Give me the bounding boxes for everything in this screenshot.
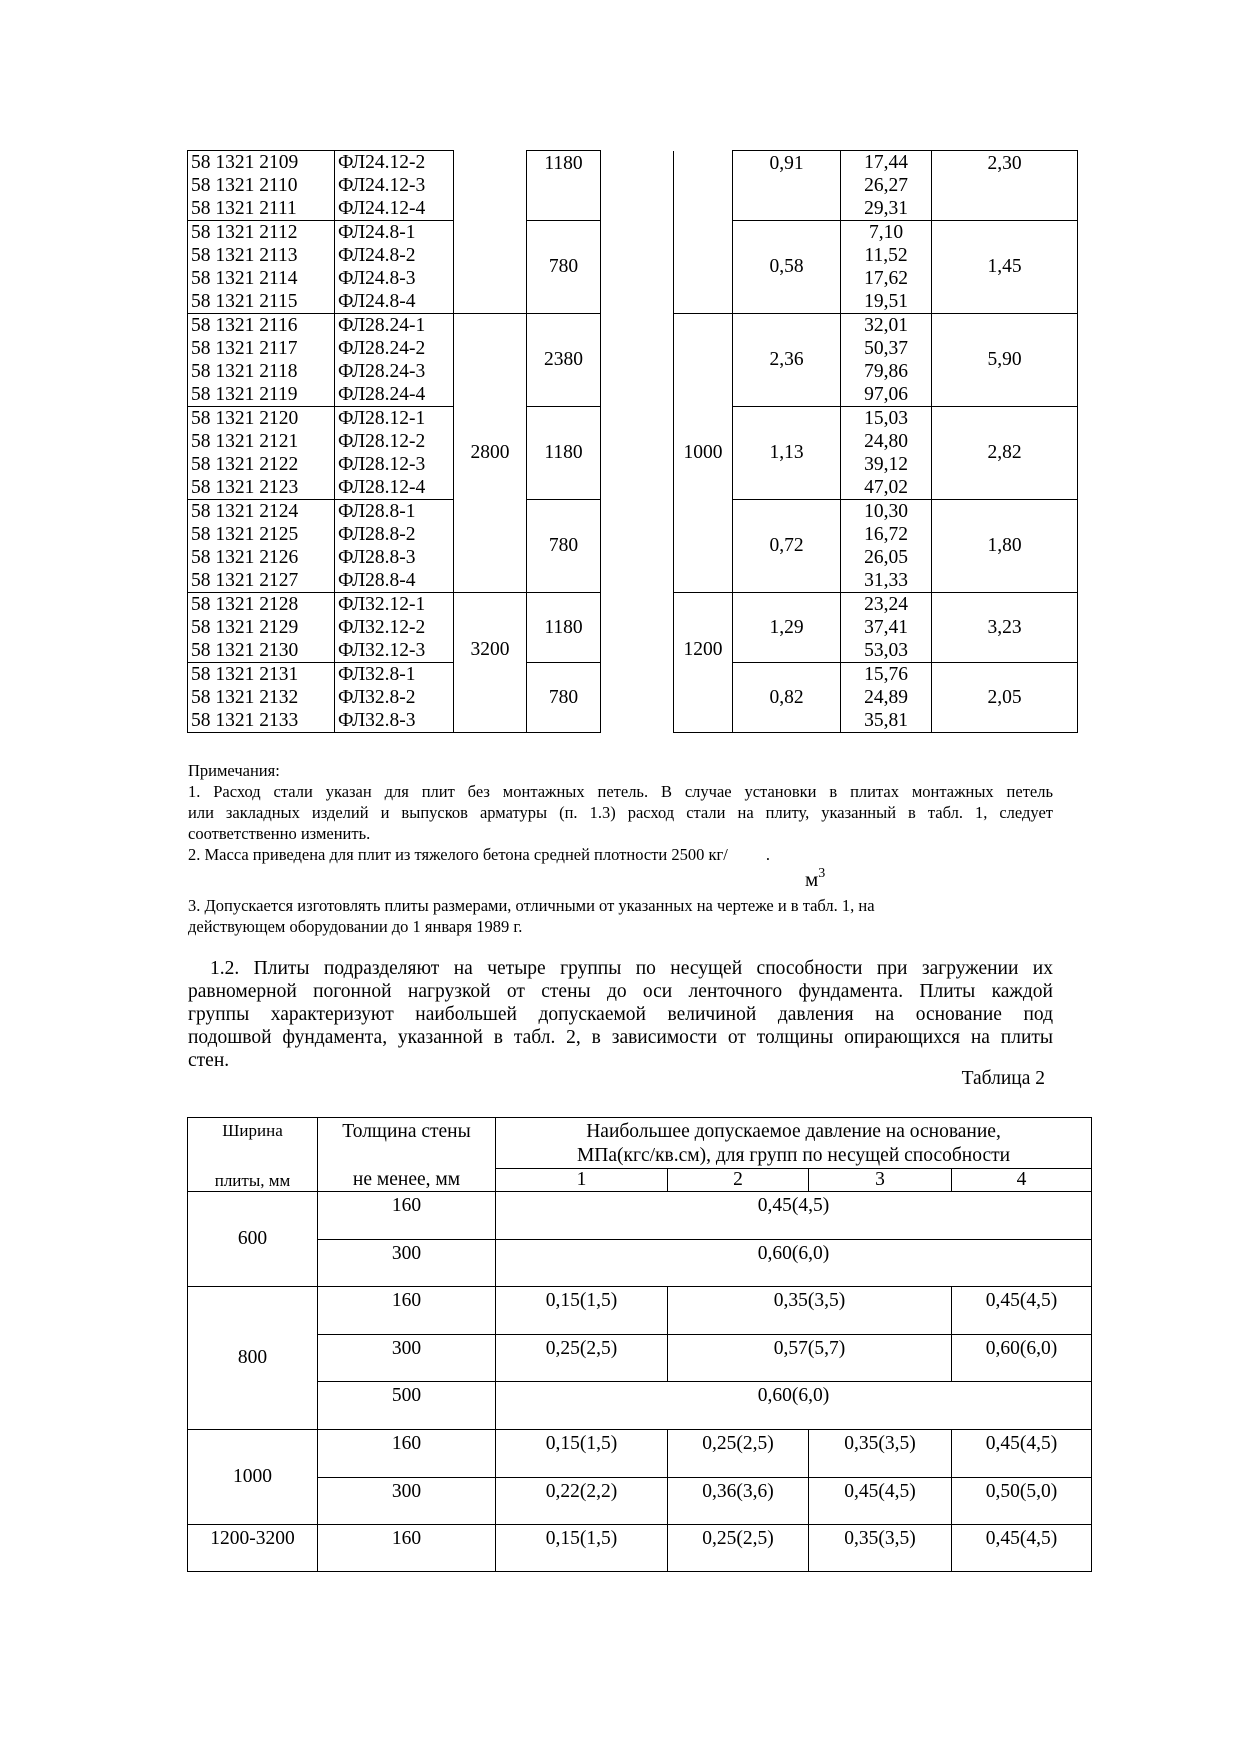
mass: 24,89 bbox=[864, 687, 908, 708]
paragraph-1-2 bbox=[188, 957, 1053, 1072]
marks-cell bbox=[335, 407, 454, 500]
table-header-row bbox=[188, 1118, 1092, 1169]
unit-exponent: 3 bbox=[818, 866, 826, 881]
mass-cell bbox=[841, 500, 932, 593]
codes-cell bbox=[188, 663, 335, 733]
code: 58 1321 2115 bbox=[191, 291, 298, 312]
width-1000: 1000 bbox=[188, 1430, 318, 1525]
table-row bbox=[188, 1478, 1092, 1525]
mass: 47,02 bbox=[864, 477, 908, 498]
steel-consumption: 1,80 bbox=[932, 500, 1078, 593]
pressure-group-2: 0,25(2,5) bbox=[668, 1525, 809, 1572]
marks-cell bbox=[335, 500, 454, 593]
concrete-volume: 0,82 bbox=[733, 663, 841, 733]
note-2-end: . bbox=[765, 845, 770, 864]
mass: 53,03 bbox=[864, 640, 908, 661]
mark: ФЛ28.12-4 bbox=[338, 477, 426, 498]
thickness-cell: 300 bbox=[318, 1240, 496, 1287]
codes-cell bbox=[188, 593, 335, 663]
code: 58 1321 2132 bbox=[191, 687, 299, 708]
mark: ФЛ28.24-3 bbox=[338, 361, 426, 382]
table-row bbox=[188, 1335, 1092, 1382]
code: 58 1321 2127 bbox=[191, 570, 299, 591]
steel-consumption: 2,05 bbox=[932, 663, 1078, 733]
width-cell: 1180 bbox=[527, 593, 601, 663]
pressure-group-1: 0,15(1,5) bbox=[496, 1525, 668, 1572]
paragraph-line: равномерной погонной нагрузкой от стены до оси ленточного фундамента. Плиты каждой bbox=[188, 981, 1053, 1002]
code: 58 1321 2119 bbox=[191, 384, 298, 405]
notes-title: Примечания: bbox=[188, 761, 280, 780]
mass-cell bbox=[841, 663, 932, 733]
mark: ФЛ28.24-2 bbox=[338, 338, 426, 359]
mass-cell bbox=[841, 221, 932, 314]
width-cell: 780 bbox=[527, 500, 601, 593]
pressure-group-4: 0,50(5,0) bbox=[952, 1478, 1092, 1525]
thickness-cell: 160 bbox=[318, 1287, 496, 1335]
codes-cell bbox=[188, 221, 335, 314]
mark: ФЛ24.12-4 bbox=[338, 198, 426, 219]
note-2-text: 2. Масса приведена для плит из тяжелого бетона средней плотности 2500 кг/ bbox=[188, 845, 728, 864]
code: 58 1321 2114 bbox=[191, 268, 298, 289]
thickness-cell: 300 bbox=[318, 1478, 496, 1525]
mark: ФЛ32.12-1 bbox=[338, 594, 426, 615]
concrete-volume: 0,91 bbox=[733, 151, 841, 221]
pressure-group-4: 0,45(4,5) bbox=[952, 1525, 1092, 1572]
mass-cell bbox=[841, 314, 932, 407]
mass: 79,86 bbox=[864, 361, 908, 382]
note-3-line-2: действующем оборудовании до 1 января 1989 г. bbox=[188, 917, 523, 936]
paragraph-line: подошвой фундамента, указанной в табл. 2, в зависимости от толщины опирающихся на плиты bbox=[188, 1027, 1053, 1048]
mass: 23,24 bbox=[864, 594, 908, 615]
mass: 31,33 bbox=[864, 570, 908, 591]
group-2-header: 2 bbox=[668, 1169, 809, 1192]
header-pressure bbox=[496, 1118, 1092, 1169]
mass-cell bbox=[841, 407, 932, 500]
mark: ФЛ28.8-1 bbox=[338, 501, 416, 522]
pressure-all-groups: 0,60(6,0) bbox=[496, 1240, 1092, 1287]
pressure-group-3: 0,45(4,5) bbox=[809, 1478, 952, 1525]
codes-cell bbox=[188, 407, 335, 500]
pressure-group-1: 0,15(1,5) bbox=[496, 1287, 668, 1335]
table-row bbox=[188, 1192, 1092, 1240]
marks-cell bbox=[335, 663, 454, 733]
pressure-group-3: 0,35(3,5) bbox=[809, 1525, 952, 1572]
group-4-header: 4 bbox=[952, 1169, 1092, 1192]
marks-cell bbox=[335, 151, 454, 221]
codes-cell bbox=[188, 314, 335, 407]
mass: 11,52 bbox=[864, 245, 908, 266]
mark: ФЛ28.12-1 bbox=[338, 408, 426, 429]
width-cell: 1180 bbox=[527, 407, 601, 500]
mass: 17,62 bbox=[864, 268, 908, 289]
pressure-group-4: 0,45(4,5) bbox=[952, 1287, 1092, 1335]
mark: ФЛ32.8-1 bbox=[338, 664, 416, 685]
mark: ФЛ32.8-3 bbox=[338, 710, 416, 731]
mark: ФЛ28.12-2 bbox=[338, 431, 426, 452]
code: 58 1321 2121 bbox=[191, 431, 299, 452]
table-row bbox=[188, 1382, 1092, 1430]
pressure-group-1: 0,22(2,2) bbox=[496, 1478, 668, 1525]
mass-cell bbox=[841, 593, 932, 663]
steel-consumption: 1,45 bbox=[932, 221, 1078, 314]
table-row bbox=[188, 1240, 1092, 1287]
width-cell: 780 bbox=[527, 663, 601, 733]
code: 58 1321 2126 bbox=[191, 547, 299, 568]
code: 58 1321 2133 bbox=[191, 710, 299, 731]
mass: 17,44 bbox=[864, 152, 908, 173]
mass: 10,30 bbox=[864, 501, 908, 522]
group-1-header: 1 bbox=[496, 1169, 668, 1192]
steel-consumption: 3,23 bbox=[932, 593, 1078, 663]
concrete-volume: 2,36 bbox=[733, 314, 841, 407]
mark: ФЛ24.8-2 bbox=[338, 245, 416, 266]
paragraph-line: группы характеризуют наибольшей допускаемой величиной давления на основание под bbox=[188, 1004, 1053, 1025]
table-2-caption: Таблица 2 bbox=[961, 1068, 1045, 1089]
table-1-body bbox=[188, 151, 1078, 733]
marks-cell bbox=[335, 314, 454, 407]
paragraph-line: 1.2. Плиты подразделяют на четыре группы по несущей способности при загружении их bbox=[210, 958, 1053, 979]
table-row bbox=[188, 1525, 1092, 1572]
pressure-group-1: 0,15(1,5) bbox=[496, 1430, 668, 1478]
code: 58 1321 2129 bbox=[191, 617, 299, 638]
code: 58 1321 2130 bbox=[191, 640, 299, 661]
pressure-groups-2-3: 0,35(3,5) bbox=[668, 1287, 952, 1335]
code: 58 1321 2109 bbox=[191, 152, 299, 173]
note-1-line-1: 1. Расход стали указан для плит без монтажных петель. В случае установки в плитах монтажных петель bbox=[188, 782, 1053, 801]
table-row bbox=[188, 1287, 1092, 1335]
pressure-groups-2-3: 0,57(5,7) bbox=[668, 1335, 952, 1382]
concrete-volume: 1,13 bbox=[733, 407, 841, 500]
thickness-cell: 500 bbox=[318, 1382, 496, 1430]
thickness-cell: 160 bbox=[318, 1192, 496, 1240]
header-width-bottom: плиты, мм bbox=[188, 1169, 318, 1192]
codes-cell bbox=[188, 151, 335, 221]
header-thickness-top: Толщина стены bbox=[318, 1118, 496, 1169]
header-thickness-bottom: не менее, мм bbox=[318, 1169, 496, 1192]
height-cell-1000: 1000 bbox=[674, 314, 733, 593]
width-800: 800 bbox=[188, 1287, 318, 1430]
header-pressure-line-1: Наибольшее допускаемое давление на основание, bbox=[586, 1121, 1001, 1142]
mark: ФЛ28.24-1 bbox=[338, 315, 426, 336]
pressure-group-2: 0,25(2,5) bbox=[668, 1430, 809, 1478]
pressure-group-4: 0,60(6,0) bbox=[952, 1335, 1092, 1382]
code: 58 1321 2123 bbox=[191, 477, 299, 498]
mass: 32,01 bbox=[864, 315, 908, 336]
pressure-group-2: 0,36(3,6) bbox=[668, 1478, 809, 1525]
mark: ФЛ28.8-2 bbox=[338, 524, 416, 545]
length-cell-2400 bbox=[454, 151, 527, 314]
mark: ФЛ24.8-1 bbox=[338, 222, 416, 243]
mass: 37,41 bbox=[864, 617, 908, 638]
mark: ФЛ32.12-2 bbox=[338, 617, 426, 638]
table-1 bbox=[187, 150, 1078, 733]
mark: ФЛ24.8-4 bbox=[338, 291, 416, 312]
mass: 26,05 bbox=[864, 547, 908, 568]
mass-cell bbox=[841, 151, 932, 221]
width-1200-3200: 1200-3200 bbox=[188, 1525, 318, 1572]
mark: ФЛ28.12-3 bbox=[338, 454, 426, 475]
length-cell-2800: 2800 bbox=[454, 314, 527, 593]
table-header-row bbox=[188, 1169, 1092, 1192]
mark: ФЛ32.12-3 bbox=[338, 640, 426, 661]
code: 58 1321 2125 bbox=[191, 524, 299, 545]
code: 58 1321 2110 bbox=[191, 175, 298, 196]
mass: 24,80 bbox=[864, 431, 908, 452]
mark: ФЛ28.24-4 bbox=[338, 384, 426, 405]
mass: 7,10 bbox=[868, 222, 904, 243]
header-width-top: Ширина bbox=[188, 1118, 318, 1169]
code: 58 1321 2131 bbox=[191, 664, 299, 685]
header-pressure-line-2: МПа(кгс/кв.см), для групп по несущей способности bbox=[576, 1145, 1011, 1166]
concrete-volume: 1,29 bbox=[733, 593, 841, 663]
code: 58 1321 2117 bbox=[191, 338, 298, 359]
code: 58 1321 2120 bbox=[191, 408, 299, 429]
steel-consumption: 2,82 bbox=[932, 407, 1078, 500]
mark: ФЛ24.8-3 bbox=[338, 268, 416, 289]
concrete-volume: 0,58 bbox=[733, 221, 841, 314]
marks-cell bbox=[335, 221, 454, 314]
notes bbox=[188, 760, 1053, 865]
table-2 bbox=[187, 1117, 1092, 1572]
pressure-all-groups: 0,45(4,5) bbox=[496, 1192, 1092, 1240]
mass: 97,06 bbox=[864, 384, 908, 405]
height-cell-top bbox=[674, 151, 733, 314]
height-cell-1200: 1200 bbox=[674, 593, 733, 733]
table-row bbox=[188, 151, 1078, 221]
mark: ФЛ24.12-2 bbox=[338, 152, 426, 173]
mass: 15,03 bbox=[864, 408, 908, 429]
code: 58 1321 2122 bbox=[191, 454, 299, 475]
mark: ФЛ28.8-3 bbox=[338, 547, 416, 568]
group-3-header: 3 bbox=[809, 1169, 952, 1192]
codes-cell bbox=[188, 500, 335, 593]
width-cell: 1180 bbox=[527, 151, 601, 221]
note-1-line-2: или закладных изделий и выпусков арматуры (п. 1.3) расход стали на плиту, указанный в табл. 1, следует bbox=[188, 803, 1053, 822]
pressure-group-4: 0,45(4,5) bbox=[952, 1430, 1092, 1478]
mark: ФЛ24.12-3 bbox=[338, 175, 426, 196]
width-cell: 2380 bbox=[527, 314, 601, 407]
note-1-line-3: соответственно изменить. bbox=[188, 824, 371, 843]
width-cell: 780 bbox=[527, 221, 601, 314]
mass: 16,72 bbox=[864, 524, 908, 545]
mark: ФЛ28.8-4 bbox=[338, 570, 416, 591]
mass: 29,31 bbox=[864, 198, 908, 219]
note-3-line-1: 3. Допускается изготовлять плиты размерами, отличными от указанных на чертеже и в табл. 1, на bbox=[188, 896, 875, 915]
unit-m: м bbox=[805, 867, 819, 891]
width-600: 600 bbox=[188, 1192, 318, 1287]
code: 58 1321 2116 bbox=[191, 315, 298, 336]
concrete-volume: 0,72 bbox=[733, 500, 841, 593]
note-3 bbox=[188, 895, 1053, 937]
code: 58 1321 2111 bbox=[191, 198, 297, 219]
code: 58 1321 2112 bbox=[191, 222, 298, 243]
mass: 35,81 bbox=[864, 710, 908, 731]
paragraph-line: стен. bbox=[188, 1050, 230, 1071]
code: 58 1321 2128 bbox=[191, 594, 299, 615]
code: 58 1321 2118 bbox=[191, 361, 298, 382]
length-cell-3200: 3200 bbox=[454, 593, 527, 733]
thickness-cell: 160 bbox=[318, 1525, 496, 1572]
code: 58 1321 2124 bbox=[191, 501, 299, 522]
unit-m3 bbox=[805, 866, 825, 892]
mass: 15,76 bbox=[864, 664, 908, 685]
steel-consumption: 5,90 bbox=[932, 314, 1078, 407]
mass: 39,12 bbox=[864, 454, 908, 475]
code: 58 1321 2113 bbox=[191, 245, 298, 266]
table-row bbox=[188, 1430, 1092, 1478]
pressure-all-groups: 0,60(6,0) bbox=[496, 1382, 1092, 1430]
thickness-cell: 300 bbox=[318, 1335, 496, 1382]
pressure-group-1: 0,25(2,5) bbox=[496, 1335, 668, 1382]
marks-cell bbox=[335, 593, 454, 663]
mark: ФЛ32.8-2 bbox=[338, 687, 416, 708]
mass: 26,27 bbox=[864, 175, 908, 196]
pressure-group-3: 0,35(3,5) bbox=[809, 1430, 952, 1478]
note-2 bbox=[188, 844, 1053, 865]
empty-column bbox=[601, 151, 674, 733]
mass: 50,37 bbox=[864, 338, 908, 359]
thickness-cell: 160 bbox=[318, 1430, 496, 1478]
mass: 19,51 bbox=[864, 291, 908, 312]
steel-consumption: 2,30 bbox=[932, 151, 1078, 221]
